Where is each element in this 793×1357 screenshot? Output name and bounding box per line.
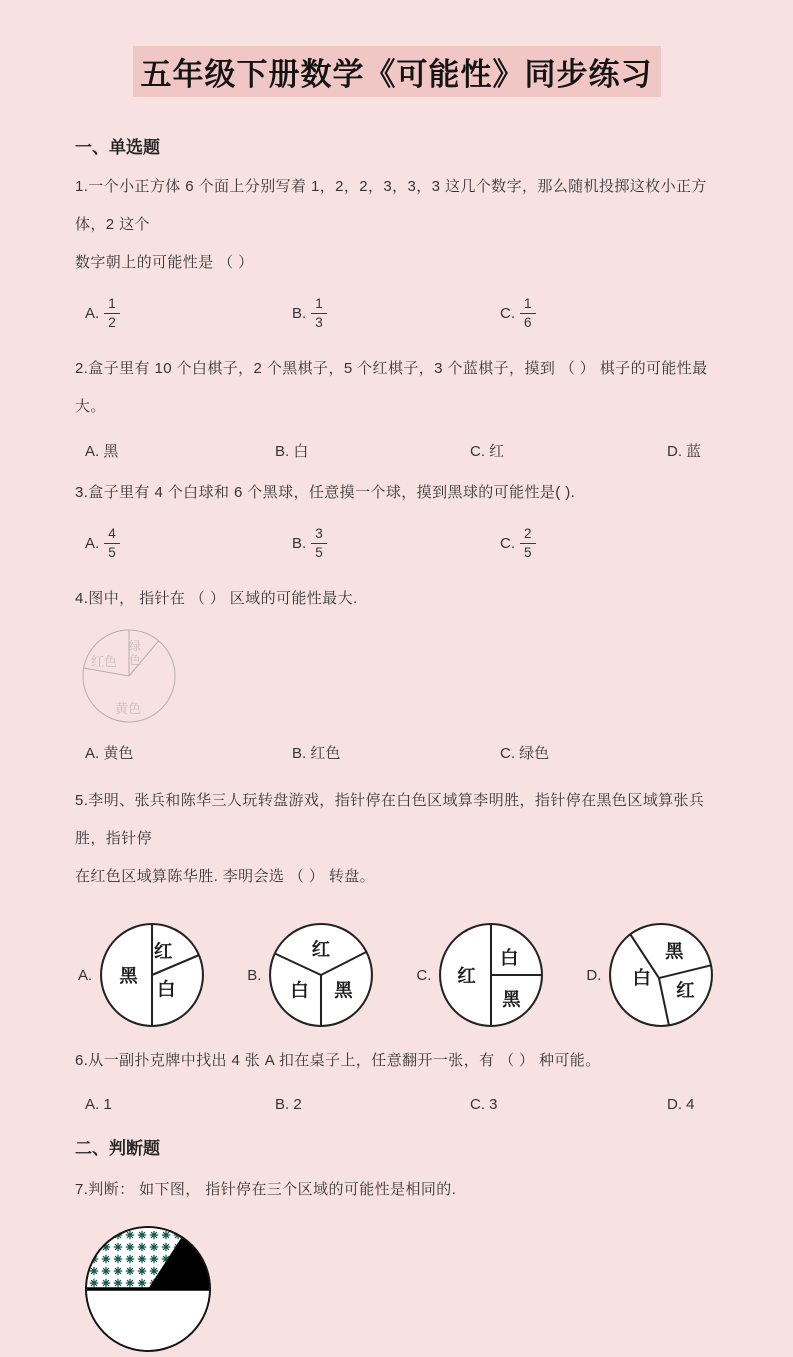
option-a: A. 黑 [85, 442, 119, 460]
question-6 [75, 1042, 733, 1118]
question-1-options [75, 286, 733, 340]
option-c: C. 绿色 [500, 744, 550, 762]
option-label: A. [85, 304, 100, 322]
spinner-c-region-black: 黑 [502, 988, 521, 1010]
spinner-d-chart [608, 922, 714, 1028]
fraction-numerator: 4 [104, 526, 120, 544]
spinner-a-region-white: 白 [157, 978, 176, 1000]
fraction [311, 526, 327, 560]
section-heading-single-choice: 一、单选题 [75, 138, 160, 157]
spinner-option-b [247, 922, 374, 1028]
option-d: D. 4 [667, 1095, 695, 1113]
spinner-a-region-black: 黑 [119, 965, 138, 987]
spinner-option-c [416, 922, 544, 1028]
option-b [292, 296, 500, 330]
option-c [500, 526, 733, 560]
question-5-line-1: 5.李明、张兵和陈华三人玩转盘游戏，指针停在白色区域算李明胜，指针停在黑色区域算张兵胜，指针停 [75, 792, 705, 847]
spinner-d-region-black: 黑 [665, 940, 684, 962]
spinner-d-label: D. [586, 966, 602, 984]
fraction-denominator: 6 [524, 314, 532, 330]
question-4-options [75, 738, 733, 766]
question-6-text: 6.从一副扑克牌中找出 4 张 A 扣在桌子上，任意翻开一张，有 （ ） 种可能。 [75, 1052, 601, 1069]
option-d: D. 蓝 [667, 442, 702, 460]
question-7-text: 7.判断： 如下图， 指针停在三个区域的可能性是相同的. [75, 1181, 457, 1198]
option-label: C. [500, 304, 515, 322]
spinner-a-label: A. [78, 966, 93, 984]
fraction [104, 296, 120, 330]
spinner-b-label: B. [247, 966, 262, 984]
fraction [520, 526, 536, 560]
option-label: A. [85, 534, 100, 552]
question-7 [75, 1171, 733, 1357]
spinner-option-a [78, 922, 205, 1028]
question-1-line-2: 数字朝上的可能性是 （ ） [75, 254, 254, 271]
question-2-options [75, 436, 733, 464]
option-label: B. [292, 304, 307, 322]
spinner-b-region-red: 红 [312, 938, 331, 960]
option-b: B. 白 [275, 442, 309, 460]
spinner-b-region-black: 黑 [334, 979, 353, 1001]
spinner-c-region-white: 白 [500, 946, 519, 968]
fraction-numerator: 3 [311, 526, 327, 544]
fraction [311, 296, 327, 330]
spinner-a-region-red: 红 [154, 940, 173, 962]
fraction-denominator: 2 [108, 314, 116, 330]
spinner-b-region-white: 白 [290, 979, 310, 1001]
question-5-line-2: 在红色区域算陈华胜. 李明会选 （ ） 转盘。 [75, 868, 376, 885]
question-5-spinner-row [78, 922, 793, 1028]
option-a [85, 296, 292, 330]
question-3-text: 3.盒子里有 4 个白球和 6 个黑球，任意摸一个球，摸到黑球的可能性是( ). [75, 484, 576, 501]
fraction-denominator: 3 [315, 314, 323, 330]
q4-region-label-red: 红色 [90, 654, 118, 669]
option-b: B. 红色 [292, 744, 341, 762]
section-heading-true-false: 二、判断题 [75, 1139, 160, 1158]
option-a: A. 1 [85, 1095, 112, 1113]
question-4-text: 4.图中， 指针在 （ ） 区域的可能性最大. [75, 590, 358, 607]
fraction-denominator: 5 [315, 544, 323, 560]
q4-region-label-green-bottom: 色 [128, 653, 142, 667]
fraction-numerator: 1 [520, 296, 536, 314]
fraction-denominator: 5 [524, 544, 532, 560]
fraction-numerator: 2 [520, 526, 536, 544]
option-b [292, 526, 500, 560]
question-5 [75, 782, 733, 896]
fraction [520, 296, 536, 330]
option-c [500, 296, 733, 330]
spinner-d-region-red: 红 [676, 979, 696, 1001]
spinner-c-label: C. [416, 966, 432, 984]
option-c: C. 3 [470, 1095, 498, 1113]
option-label: B. [292, 534, 307, 552]
option-label: C. [500, 534, 515, 552]
question-6-options [75, 1090, 733, 1118]
option-b: B. 2 [275, 1095, 302, 1113]
spinner-b-chart [268, 922, 374, 1028]
question-3 [75, 474, 733, 570]
option-a: A. 黄色 [85, 744, 134, 762]
spinner-d-region-white: 白 [632, 967, 652, 989]
spinner-c-chart [438, 922, 544, 1028]
question-1-line-1: 1.一个小正方体 6 个面上分别写着 1，2，2，3，3，3 这几个数字，那么随机投掷这枚小正方体，2 这个 [75, 178, 707, 233]
q4-region-label-green-top: 绿 [128, 639, 142, 653]
fraction-numerator: 1 [104, 296, 120, 314]
q7-pie-chart [76, 1217, 226, 1357]
page-title: 五年级下册数学《可能性》同步练习 [133, 46, 661, 97]
question-2-text: 2.盒子里有 10 个白棋子，2 个黑棋子，5 个红棋子，3 个蓝棋子，摸到 （ ） 棋子的可能性最大。 [75, 360, 708, 415]
fraction [104, 526, 120, 560]
fraction-numerator: 1 [311, 296, 327, 314]
q4-region-label-yellow: 黄色 [114, 701, 142, 716]
option-c: C. 红 [470, 442, 505, 460]
spinner-a-chart [99, 922, 205, 1028]
spinner-c-region-red: 红 [457, 965, 477, 987]
option-a [85, 526, 292, 560]
question-3-options [75, 516, 733, 570]
question-4 [75, 580, 733, 766]
q4-spinner-pie-chart [66, 624, 196, 728]
worksheet-page [0, 46, 793, 1198]
fraction-denominator: 5 [108, 544, 116, 560]
question-2 [75, 350, 733, 464]
question-1 [75, 168, 733, 340]
spinner-option-d [586, 922, 714, 1028]
